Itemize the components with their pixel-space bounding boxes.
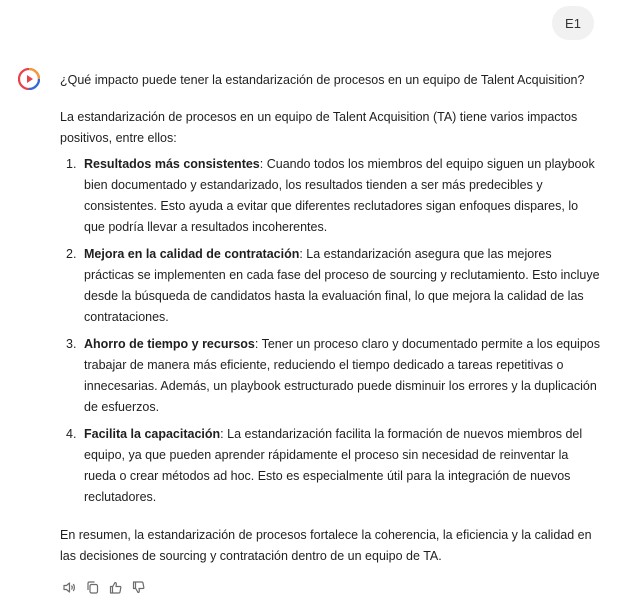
answer-intro: La estandarización de procesos en un equipo de Talent Acquisition (TA) tiene varios impactos positivos, entre ellos: [60,110,578,145]
thumbs-up-icon [108,580,123,595]
speaker-icon [62,580,77,595]
list-item-title: Resultados más consistentes [84,157,260,171]
list-item-text: : La estandarización asegura que las mejores prácticas se implementen en cada fase del proceso de sourcing y reclutamiento. Esto incluye desde la búsqueda de candidatos hasta la evaluación final, lo que mejora la calidad de las contrataciones. [84,247,600,324]
copy-icon [85,580,100,595]
assistant-logo-icon [18,68,40,90]
message-actions [62,578,146,596]
copy-button[interactable] [85,580,100,595]
list-item-text: : Cuando todos los miembros del equipo siguen un playbook bien documentado y estandarizado, los resultados tienden a ser más predecibles y consistentes. Esto ayuda a evitar que diferentes reclutadores sigan enfoques dispares, lo que podría llevar a resultados incoherentes. [84,157,595,234]
list-item [60,424,600,508]
list-item-text: : La estandarización facilita la formación de nuevos miembros del equipo, ya que pueden aprender rápidamente el proceso sin necesidad de reinventar la rueda o crear métodos ad hoc. Esto es especialmente útil para la integración de nuevos reclutadores. [84,427,583,504]
assistant-message [60,70,600,567]
user-avatar-chip[interactable] [552,6,594,40]
list-item-title: Ahorro de tiempo y recursos [84,337,255,351]
user-initials: E1 [565,15,581,31]
list-item-number: 1. [66,157,77,171]
list-item-number: 3. [66,337,77,351]
user-question: ¿Qué impacto puede tener la estandarización de procesos en un equipo de Talent Acquisition? [60,73,585,87]
list-item [60,244,600,328]
list-item [60,334,600,418]
read-aloud-button[interactable] [62,580,77,595]
list-item-number: 2. [66,247,77,261]
like-button[interactable] [108,580,123,595]
list-item-text: : Tener un proceso claro y documentado permite a los equipos trabajar de manera más eficiente, reduciendo el tiempo dedicado a tareas repetitivas o innecesarias. Además, un playbook estructurado puede disminuir los errores y la duplicación de esfuerzos. [84,337,600,414]
dislike-button[interactable] [131,580,146,595]
thumbs-down-icon [131,580,146,595]
answer-points-list [60,154,600,508]
list-item-title: Mejora en la calidad de contratación [84,247,300,261]
answer-summary: En resumen, la estandarización de procesos fortalece la coherencia, la eficiencia y la calidad en las decisiones de sourcing y contratación dentro de un equipo de TA. [60,528,592,563]
list-item-number: 4. [66,427,77,441]
list-item [60,154,600,238]
list-item-title: Facilita la capacitación [84,427,221,441]
